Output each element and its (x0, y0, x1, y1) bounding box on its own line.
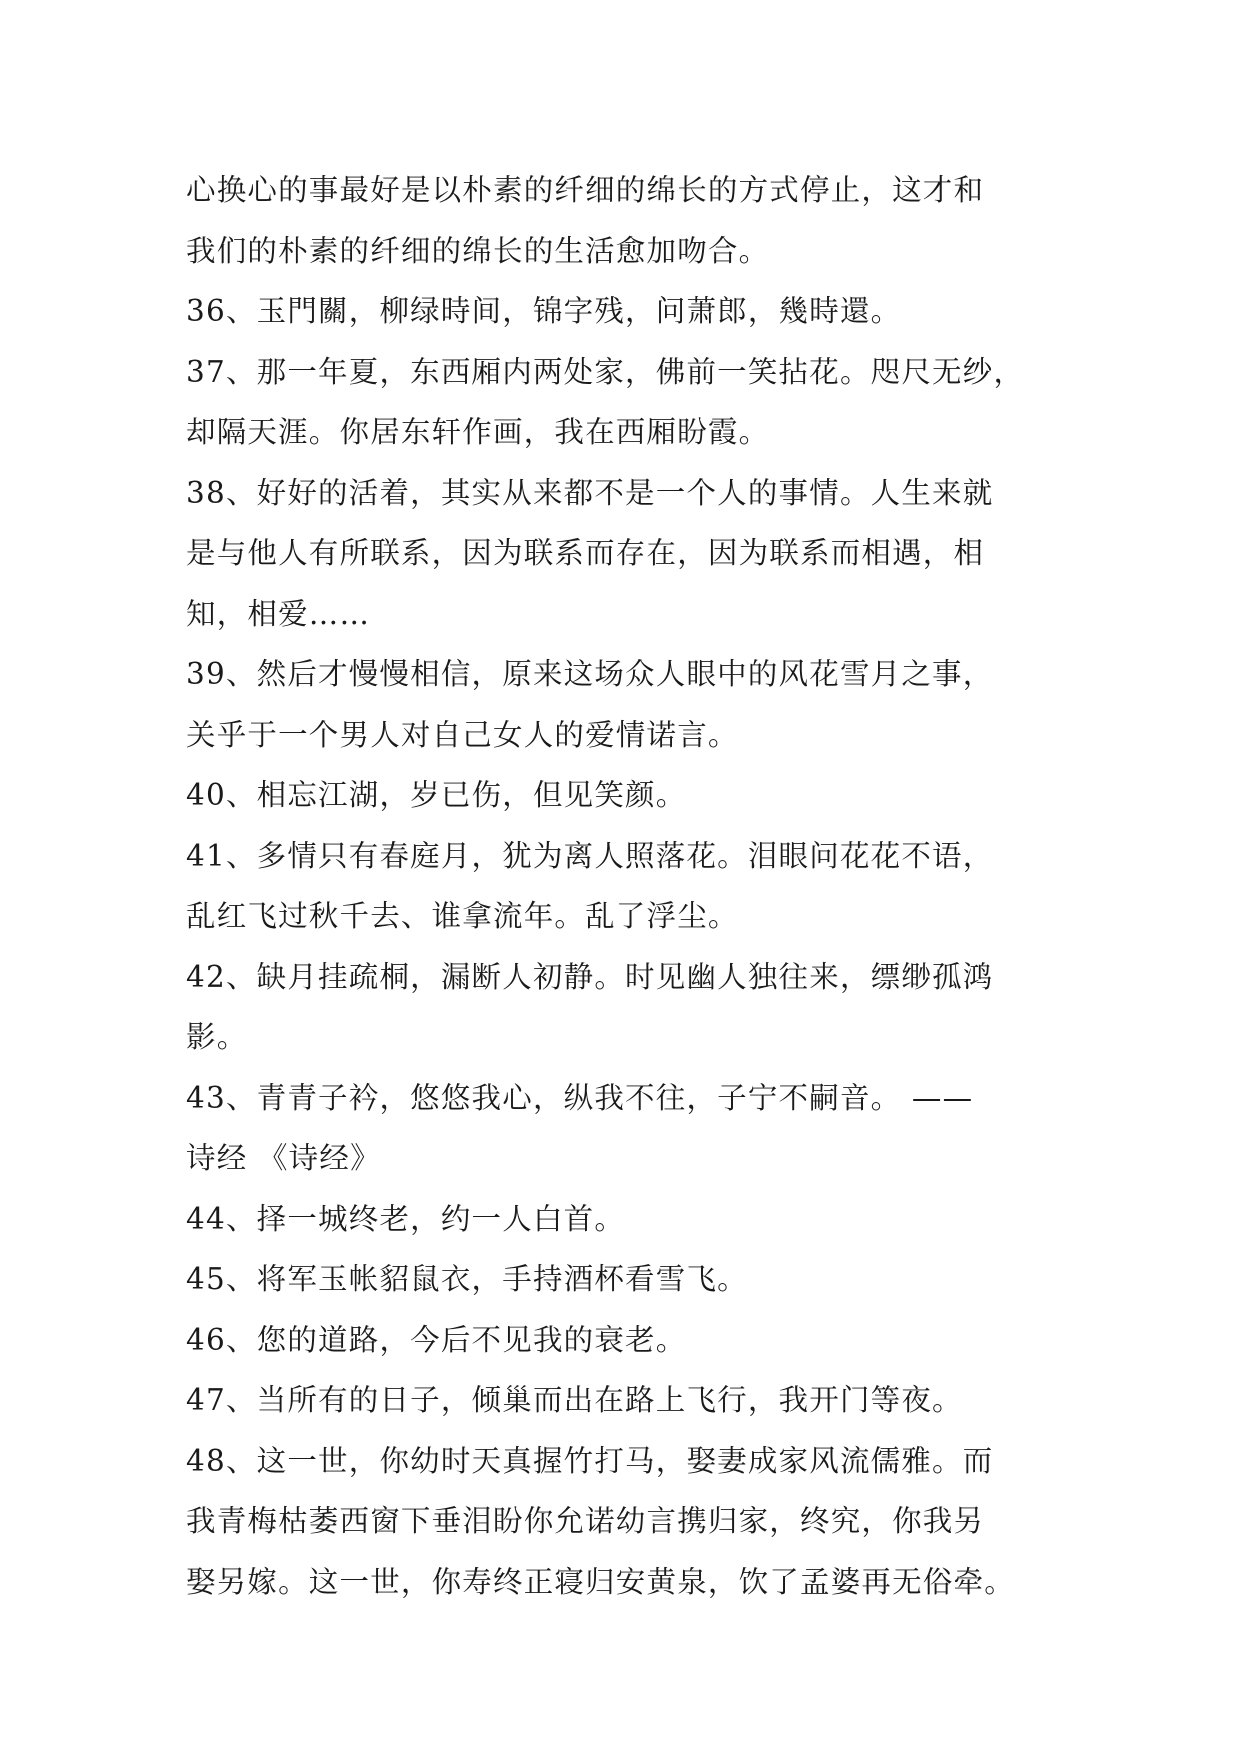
text-line: 48、这一世，你幼时天真握竹打马，娶妻成家风流儒雅。而 (186, 1443, 994, 1478)
text-line: 关乎于一个男人对自己女人的爱情诺言。 (186, 717, 739, 752)
text-line: 我青梅枯萎西窗下垂泪盼你允诺幼言携归家，终究，你我另 (186, 1504, 985, 1538)
text-line: 47、当所有的日子，倾巢而出在路上飞行，我开门等夜。 (186, 1383, 963, 1417)
text-line: 我们的朴素的纤细的绵长的生活愈加吻合。 (186, 233, 770, 268)
text-line: 影。 (186, 1020, 248, 1054)
text-line: 36、玉門關，柳绿時间，锦字残，问萧郎，幾時還。 (186, 294, 902, 328)
text-line: 40、相忘江湖，岁已伤，但见笑颜。 (186, 778, 687, 812)
text-line: 38、好好的活着，其实从来都不是一个人的事情。人生来就 (186, 475, 994, 510)
text-line: 37、那一年夏，东西厢内两处家，佛前一笑拈花。咫尺无纱， (186, 354, 1025, 389)
text-line: 46、您的道路，今后不见我的衰老。 (186, 1322, 687, 1357)
text-line: 是与他人有所联系，因为联系而存在，因为联系而相遇，相 (186, 536, 985, 570)
text-line: 41、多情只有春庭月，犹为离人照落花。泪眼问花花不语， (186, 838, 994, 873)
text-line: 却隔天涯。你居东轩作画，我在西厢盼霞。 (186, 415, 770, 449)
text-line: 45、将军玉帐貂鼠衣，手持酒杯看雪飞。 (186, 1262, 748, 1296)
text-line: 乱红飞过秋千去、谁拿流年。乱了浮尘。 (186, 899, 739, 933)
text-line: 44、择一城终老，约一人白首。 (186, 1201, 626, 1236)
text-line: 娶另嫁。这一世，你寿终正寝归安黄泉，饮了孟婆再无俗牵。 (186, 1564, 1015, 1599)
text-line: 43、青青子衿，悠悠我心，纵我不往，子宁不嗣音。 —— (186, 1080, 974, 1115)
text-line: 39、然后才慢慢相信，原来这场众人眼中的风花雪月之事， (186, 657, 994, 691)
text-line: 42、缺月挂疏桐，漏断人初静。时见幽人独往来，缥缈孤鸿 (186, 959, 994, 994)
text-line: 知，相爱…… (186, 596, 371, 631)
document-body (186, 160, 1066, 1612)
text-line: 诗经 《诗经》 (186, 1141, 381, 1175)
text-line: 心换心的事最好是以朴素的纤细的绵长的方式停止，这才和 (186, 173, 985, 207)
